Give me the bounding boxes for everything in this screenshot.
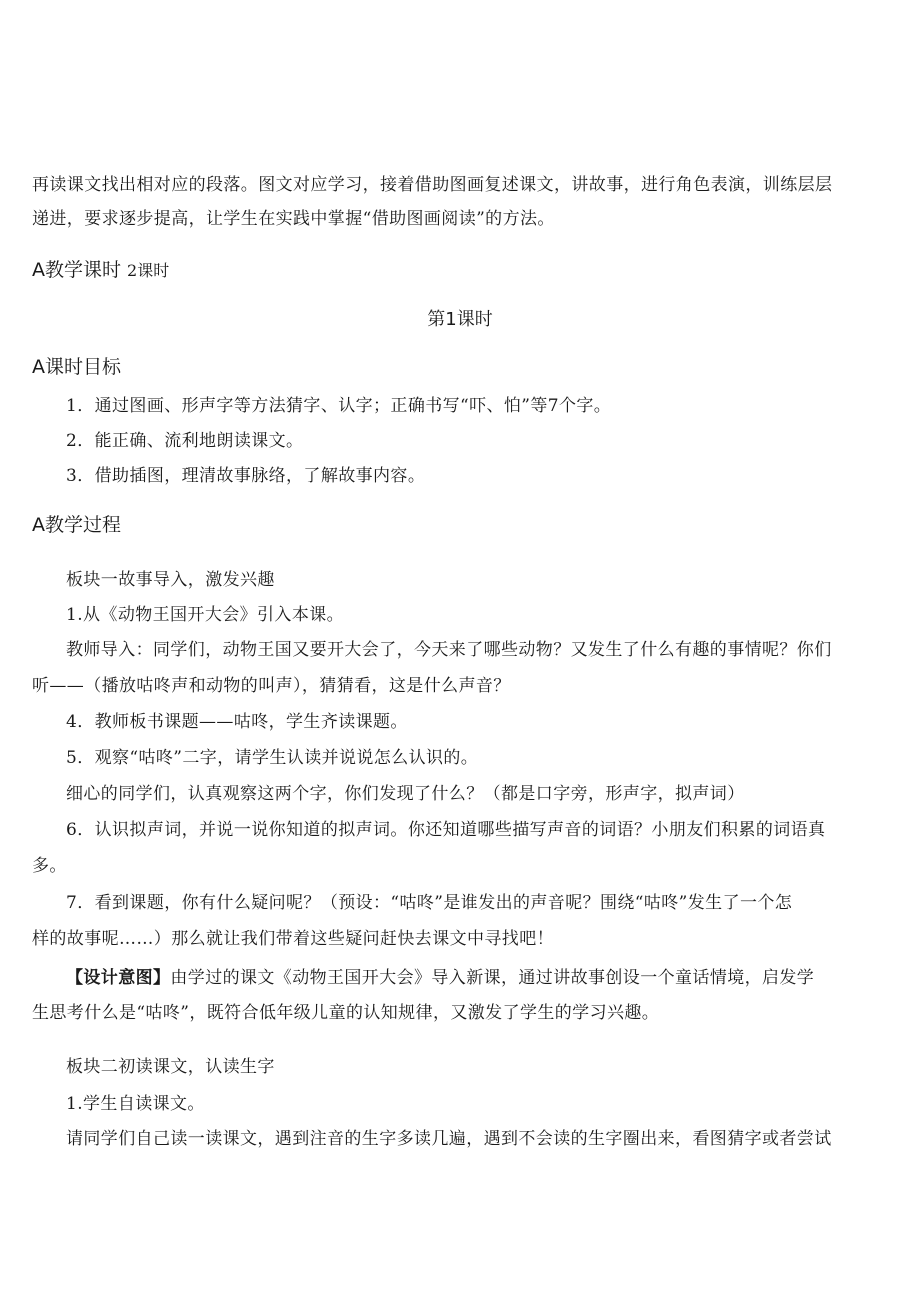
block1-step7-line-1: 7．看到课题，你有什么疑问呢？（预设：“咕咚”是谁发出的声音呢？围绕“咕咚”发生了一个怎	[66, 893, 793, 913]
intro-line-2: 递进，要求逐步提高，让学生在实践中掌握“借助图画阅读”的方法。	[32, 209, 555, 229]
block1-step6-line-1: 6．认识拟声词，并说一说你知道的拟声词。你还知道哪些描写声音的词语？小朋友们积累的词语真	[66, 820, 826, 840]
block2-instruction-line-1: 请同学们自己读一读课文，遇到注音的生字多读几遍，遇到不会读的生字圈出来，看图猜字或者尝试	[66, 1129, 832, 1149]
teacher-intro-line-2: 听——（播放咕咚声和动物的叫声），猜猜看，这是什么声音？	[32, 676, 511, 696]
block1-observe: 细心的同学们，认真观察这两个字，你们发现了什么？（都是口字旁，形声字，拟声词）	[66, 784, 745, 804]
objective-item-1: 1．通过图画、形声字等方法猜字、认字；正确书写“吓、怕”等7个字。	[66, 396, 612, 416]
intro-line-1: 再读课文找出相对应的段落。图文对应学习，接着借助图画复述课文，讲故事，进行角色表演，训练层层	[32, 175, 833, 195]
block1-step6-line-2: 多。	[32, 856, 67, 876]
lesson-title: 第1课时	[427, 309, 493, 330]
block1-step4: 4．教师板书课题——咕咚，学生齐读课题。	[66, 712, 408, 732]
objectives-heading: A课时目标	[32, 356, 121, 378]
objective-item-3: 3．借助插图，理清故事脉络，了解故事内容。	[66, 466, 426, 486]
teaching-hours-label: A教学课时	[32, 259, 121, 281]
design-intent-tag: 【设计意图】	[66, 968, 171, 988]
block2-title: 板块二初读课文，认读生字	[66, 1057, 275, 1077]
teaching-hours	[32, 255, 169, 286]
block2-step1: 1.学生自读课文。	[66, 1094, 205, 1114]
design-intent-line-2: 生思考什么是“咕咚”，既符合低年级儿童的认知规律，又激发了学生的学习兴趣。	[32, 1003, 660, 1023]
design-intent-text: 由学过的课文《动物王国开大会》导入新课，通过讲故事创设一个童话情境，启发学	[170, 968, 815, 988]
block1-step5: 5．观察“咕咚”二字，请学生认读并说说怎么认识的。	[66, 748, 479, 768]
block1-step7-line-2: 样的故事呢……）那么就让我们带着这些疑问赶快去课文中寻找吧！	[32, 929, 554, 949]
block1-step1: 1.从《动物王国开大会》引入本课。	[66, 605, 345, 625]
process-heading: A教学过程	[32, 514, 121, 536]
design-intent-line-1	[66, 961, 882, 995]
objective-item-2: 2．能正确、流利地朗读课文。	[66, 431, 304, 451]
teacher-intro-line-1: 教师导入：同学们，动物王国又要开大会了，今天来了哪些动物？又发生了什么有趣的事情呢？你们	[66, 640, 832, 660]
teaching-hours-value: 2课时	[127, 261, 170, 280]
block1-title: 板块一故事导入，激发兴趣	[66, 570, 275, 590]
